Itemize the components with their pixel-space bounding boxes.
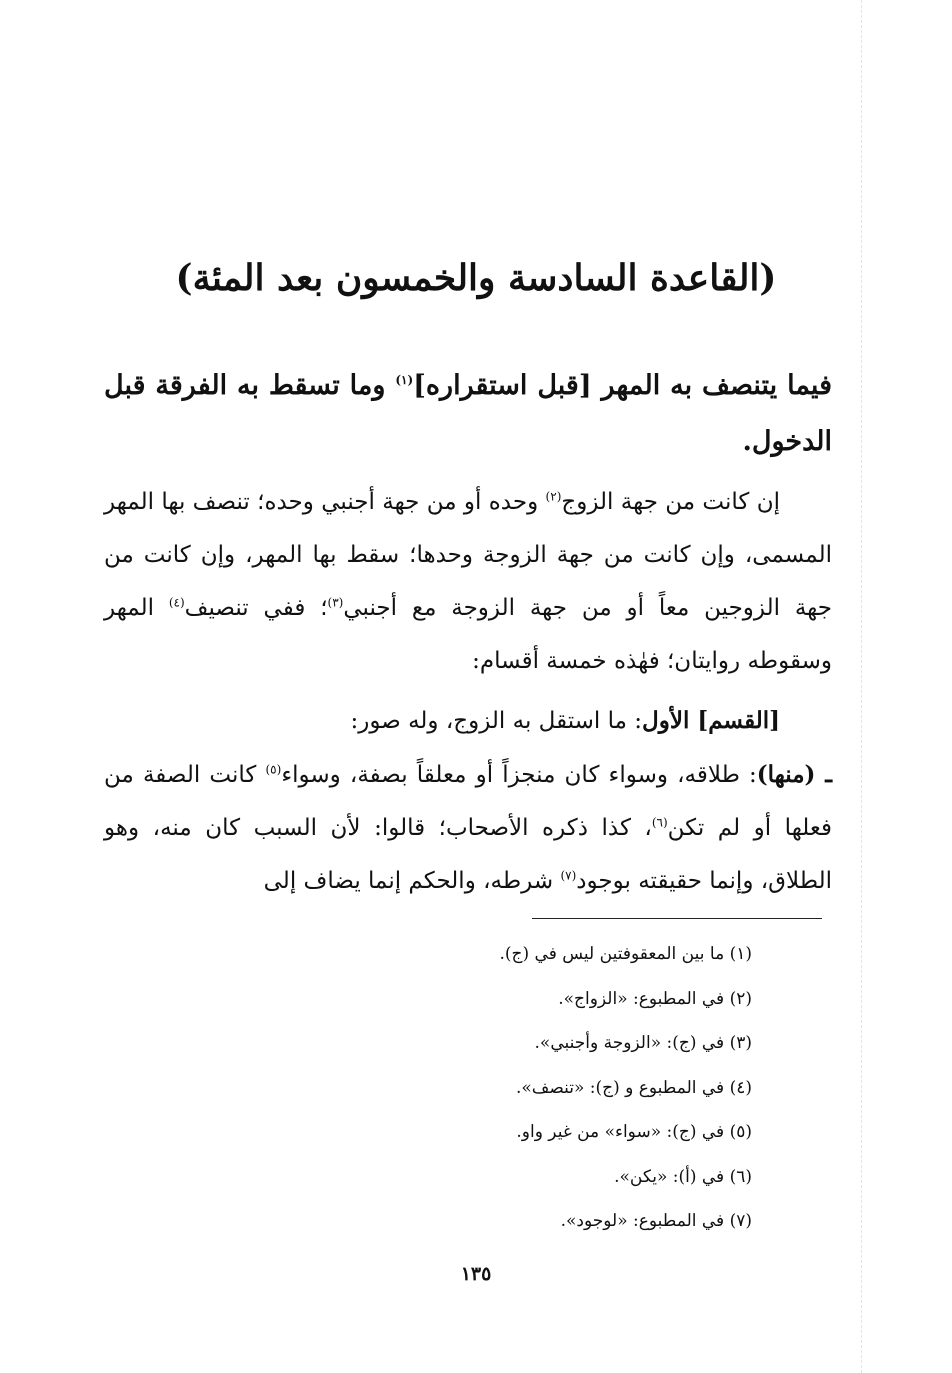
footnote-ref-3[interactable]: (٣) [327,595,344,610]
footnotes-list [332,932,752,1244]
section-one-title: [القسم] الأول [642,707,780,734]
page-number: ١٣٥ [460,1263,492,1285]
paragraph-intro-part-1: إن كانت من جهة الزوج [561,489,780,515]
footnote-ref-4[interactable]: (٤) [168,595,185,610]
paragraph-section-one [104,694,832,748]
footnote-divider [532,918,822,919]
paragraph-first-case [104,748,832,908]
first-case-part-3: ، كذا ذكره الأصحاب؛ قالوا: لأن السبب كان منه، وهو الطلاق، وإنما حقيقته بوجود [104,815,832,894]
first-case-lead: ـ (منها) [756,761,832,788]
first-case-part-2: كانت الصفة من فعلها أو لم تكن [104,762,832,841]
footnote-item: (٥) في (ج): «سواء» من غير واو. [516,1122,752,1142]
footnote-item: (٣) في (ج): «الزوجة وأجنبي». [534,1033,752,1053]
first-case-part-1: : طلاقه، وسواء كان منجزاً أو معلقاً بصفة، وسواء [281,762,757,788]
footnote-item: (١) ما بين المعقوفتين ليس في (ج). [499,944,752,964]
footnote-ref-2[interactable]: (٢) [545,489,562,504]
subheading-text-after: وما تسقط به الفرقة قبل الدخول. [104,370,832,457]
body-text [104,476,832,908]
paragraph-intro-part-4: المهر وسقوطه روايتان؛ فهٰذه خمسة أقسام: [104,595,832,674]
rule-subheading [104,358,832,470]
subheading-text-before: فيما يتنصف به المهر [قبل استقراره] [413,370,832,401]
paragraph-intro-part-2: وحده أو من جهة أجنبي وحده؛ تنصف بها المهر المسمى، وإن كانت من جهة الزوجة وحدها؛ سقط بها المهر، وإن كانت من جهة الزوجين معاً أو من جهة الزوجة مع أجنبي [104,489,832,621]
footnote-ref-7[interactable]: (٧) [560,868,577,883]
scan-edge-mark [860,0,862,1373]
footnote-item: (٧) في المطبوع: «لوجود». [560,1211,752,1231]
section-one-text: : ما استقل به الزوج، وله صور: [350,708,643,734]
paragraph-intro [104,476,832,688]
footnote-ref-6[interactable]: (٦) [651,815,668,830]
rule-heading: (القاعدة السادسة والخمسون بعد المئة) [175,257,777,299]
footnote-ref-1[interactable]: (١) [395,373,414,387]
footnote-item: (٦) في (أ): «يكن». [614,1166,752,1187]
paragraph-intro-part-3: ؛ ففي تنصيف [184,595,328,621]
footnote-item: (٢) في المطبوع: «الزواج». [558,988,752,1009]
footnote-ref-5[interactable]: (٥) [265,762,282,777]
first-case-part-4: شرطه، والحكم إنما يضاف إلى [263,868,561,894]
footnote-item: (٤) في المطبوع و (ج): «تنصف». [515,1077,752,1098]
